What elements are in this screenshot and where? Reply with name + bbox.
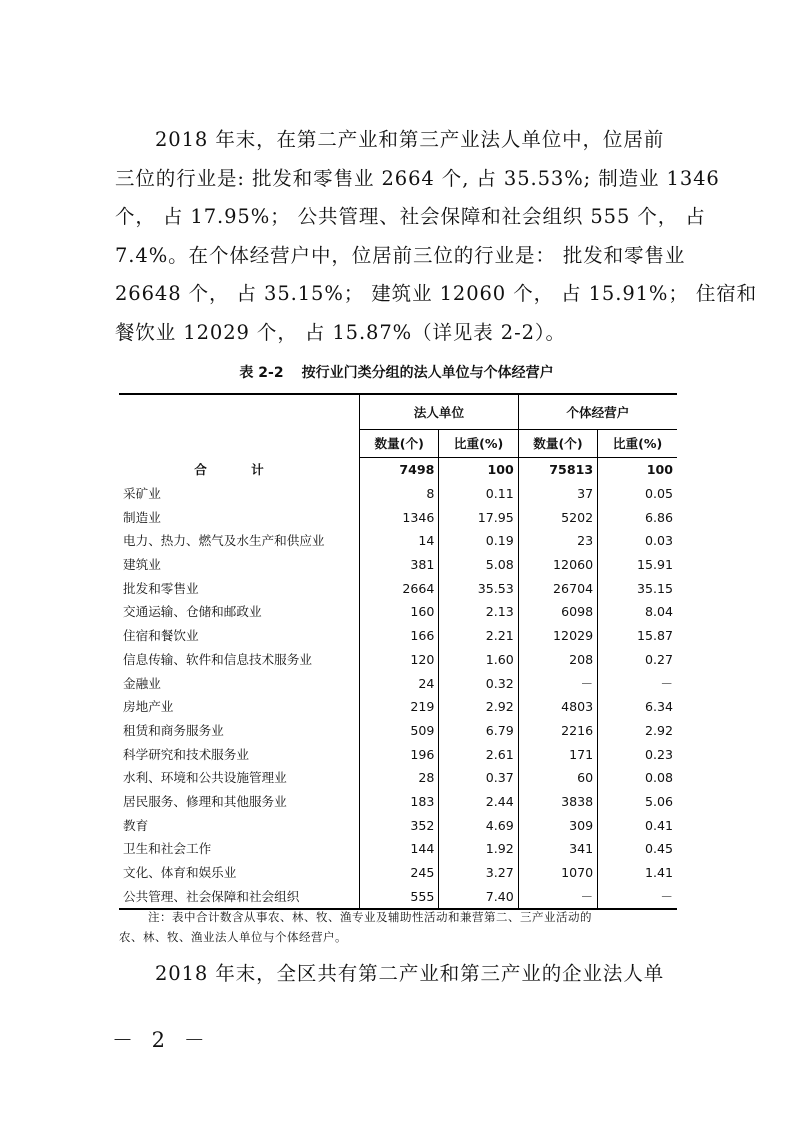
industry-name: 住宿和餐饮业 <box>123 628 199 644</box>
table-caption <box>0 362 793 382</box>
legal-count: 381 <box>360 553 439 577</box>
intro-line: 个， 占 17.95%； 公共管理、社会保障和社会组织 555 个， 占 <box>115 205 706 229</box>
industry-name: 信息传输、软件和信息技术服务业 <box>123 651 312 667</box>
legal-share: 2.44 <box>439 790 518 814</box>
industry-table <box>119 393 677 910</box>
individual-count: 12029 <box>518 624 597 648</box>
industry-name: 金融业 <box>123 675 161 691</box>
total-legal-count: 7498 <box>360 458 439 482</box>
legal-count: 8 <box>360 482 439 506</box>
legal-share: 0.11 <box>439 482 518 506</box>
individual-count: 4803 <box>518 695 597 719</box>
individual-share: 0.03 <box>598 529 677 553</box>
legal-share: 3.27 <box>439 861 518 885</box>
individual-share: 6.86 <box>598 505 677 529</box>
total-label: 合 计 <box>194 462 284 478</box>
closing-line: 2018 年末，全区共有第二产业和第三产业的企业法人单 <box>155 962 665 985</box>
legal-count: 14 <box>360 529 439 553</box>
legal-count: 24 <box>360 671 439 695</box>
industry-name: 租赁和商务服务业 <box>123 722 224 738</box>
legal-count: 2664 <box>360 576 439 600</box>
legal-count: 120 <box>360 648 439 672</box>
individual-count: 341 <box>518 837 597 861</box>
individual-count: 208 <box>518 648 597 672</box>
header-individual-count: 数量(个) <box>518 430 597 458</box>
individual-share: － <box>598 671 677 695</box>
legal-share: 0.32 <box>439 671 518 695</box>
total-row <box>119 458 677 482</box>
group-header-individual: 个体经营户 <box>518 394 677 430</box>
note-line: 农、林、牧、渔业法人单位与个体经营户。 <box>119 930 347 944</box>
individual-count: 171 <box>518 742 597 766</box>
header-individual-share: 比重(%) <box>598 430 677 458</box>
intro-line: 三位的行业是: 批发和零售业 2664 个, 占 35.53%; 制造业 1346 <box>115 166 720 190</box>
legal-share: 2.13 <box>439 600 518 624</box>
table-row <box>119 719 677 743</box>
legal-share: 0.19 <box>439 529 518 553</box>
legal-share: 6.79 <box>439 719 518 743</box>
note-line: 注：表中合计数含从事农、林、牧、渔专业及辅助性活动和兼营第二、三产业活动的 <box>148 910 592 924</box>
legal-share: 1.60 <box>439 648 518 672</box>
table-row <box>119 553 677 577</box>
industry-name: 卫生和社会工作 <box>123 841 212 857</box>
industry-name: 批发和零售业 <box>123 580 199 596</box>
legal-share: 35.53 <box>439 576 518 600</box>
industry-name: 交通运输、仓储和邮政业 <box>123 604 262 620</box>
intro-line: 2018 年末，在第二产业和第三产业法人单位中，位居前 <box>155 128 665 151</box>
table-row <box>119 576 677 600</box>
individual-count: 6098 <box>518 600 597 624</box>
intro-paragraph <box>115 121 758 353</box>
individual-count: 23 <box>518 529 597 553</box>
table-note <box>119 907 678 947</box>
table-row <box>119 695 677 719</box>
individual-count: 12060 <box>518 553 597 577</box>
individual-share: 15.87 <box>598 624 677 648</box>
individual-count: － <box>518 671 597 695</box>
total-legal-share: 100 <box>439 458 518 482</box>
table-row <box>119 482 677 506</box>
legal-count: 555 <box>360 884 439 909</box>
closing-paragraph <box>115 955 680 994</box>
individual-count: 5202 <box>518 505 597 529</box>
industry-name: 房地产业 <box>123 699 174 715</box>
table-number: 表 2-2 <box>239 365 284 381</box>
industry-name: 水利、环境和公共设施管理业 <box>123 770 287 786</box>
individual-count: 1070 <box>518 861 597 885</box>
legal-share: 7.40 <box>439 884 518 909</box>
table-row <box>119 837 677 861</box>
individual-share: 2.92 <box>598 719 677 743</box>
industry-name: 建筑业 <box>123 557 161 573</box>
legal-count: 219 <box>360 695 439 719</box>
table-row <box>119 671 677 695</box>
individual-share: 0.23 <box>598 742 677 766</box>
legal-count: 166 <box>360 624 439 648</box>
legal-count: 160 <box>360 600 439 624</box>
individual-share: 0.41 <box>598 813 677 837</box>
individual-share: 35.15 <box>598 576 677 600</box>
table-row <box>119 600 677 624</box>
individual-count: 309 <box>518 813 597 837</box>
intro-line: 26648 个， 占 35.15%； 建筑业 12060 个， 占 15.91%； 住宿和 <box>115 282 758 306</box>
individual-share: 0.27 <box>598 648 677 672</box>
legal-share: 1.92 <box>439 837 518 861</box>
legal-count: 28 <box>360 766 439 790</box>
total-individual-count: 75813 <box>518 458 597 482</box>
individual-count: 60 <box>518 766 597 790</box>
header-legal-count: 数量(个) <box>360 430 439 458</box>
legal-share: 17.95 <box>439 505 518 529</box>
individual-count: － <box>518 884 597 909</box>
industry-name: 电力、热力、燃气及水生产和供应业 <box>123 533 325 549</box>
individual-count: 3838 <box>518 790 597 814</box>
industry-name: 科学研究和技术服务业 <box>123 746 249 762</box>
industry-name: 居民服务、修理和其他服务业 <box>123 793 287 809</box>
legal-share: 5.08 <box>439 553 518 577</box>
table-row <box>119 861 677 885</box>
table-row <box>119 505 677 529</box>
industry-name: 文化、体育和娱乐业 <box>123 865 237 881</box>
group-header-legal: 法人单位 <box>360 394 519 430</box>
industry-name: 采矿业 <box>123 486 161 502</box>
table-row <box>119 790 677 814</box>
individual-share: － <box>598 884 677 909</box>
individual-count: 37 <box>518 482 597 506</box>
legal-share: 2.61 <box>439 742 518 766</box>
industry-name: 公共管理、社会保障和社会组织 <box>119 884 360 909</box>
individual-share: 15.91 <box>598 553 677 577</box>
intro-line: 7.4%。在个体经营户中，位居前三位的行业是： 批发和零售业 <box>115 243 686 267</box>
corner-header <box>119 394 360 458</box>
individual-share: 6.34 <box>598 695 677 719</box>
legal-count: 1346 <box>360 505 439 529</box>
legal-count: 509 <box>360 719 439 743</box>
legal-count: 183 <box>360 790 439 814</box>
individual-share: 0.45 <box>598 837 677 861</box>
legal-share: 2.92 <box>439 695 518 719</box>
individual-share: 8.04 <box>598 600 677 624</box>
table-title: 按行业门类分组的法人单位与个体经营户 <box>301 365 554 381</box>
table-row <box>119 648 677 672</box>
table-row <box>119 624 677 648</box>
table-row <box>119 813 677 837</box>
table-row <box>119 884 677 909</box>
legal-share: 4.69 <box>439 813 518 837</box>
individual-share: 0.08 <box>598 766 677 790</box>
individual-share: 1.41 <box>598 861 677 885</box>
industry-name: 教育 <box>123 817 149 833</box>
table-row <box>119 766 677 790</box>
intro-line: 餐饮业 12029 个， 占 15.87%（详见表 2-2）。 <box>115 320 566 344</box>
legal-share: 0.37 <box>439 766 518 790</box>
table-row <box>119 742 677 766</box>
individual-count: 2216 <box>518 719 597 743</box>
legal-count: 144 <box>360 837 439 861</box>
individual-share: 0.05 <box>598 482 677 506</box>
individual-count: 26704 <box>518 576 597 600</box>
legal-count: 245 <box>360 861 439 885</box>
header-legal-share: 比重(%) <box>439 430 518 458</box>
legal-count: 352 <box>360 813 439 837</box>
individual-share: 5.06 <box>598 790 677 814</box>
page-number: － 2 － <box>112 1028 211 1052</box>
legal-share: 2.21 <box>439 624 518 648</box>
total-individual-share: 100 <box>598 458 677 482</box>
legal-count: 196 <box>360 742 439 766</box>
industry-name: 制造业 <box>123 509 161 525</box>
table-row <box>119 529 677 553</box>
